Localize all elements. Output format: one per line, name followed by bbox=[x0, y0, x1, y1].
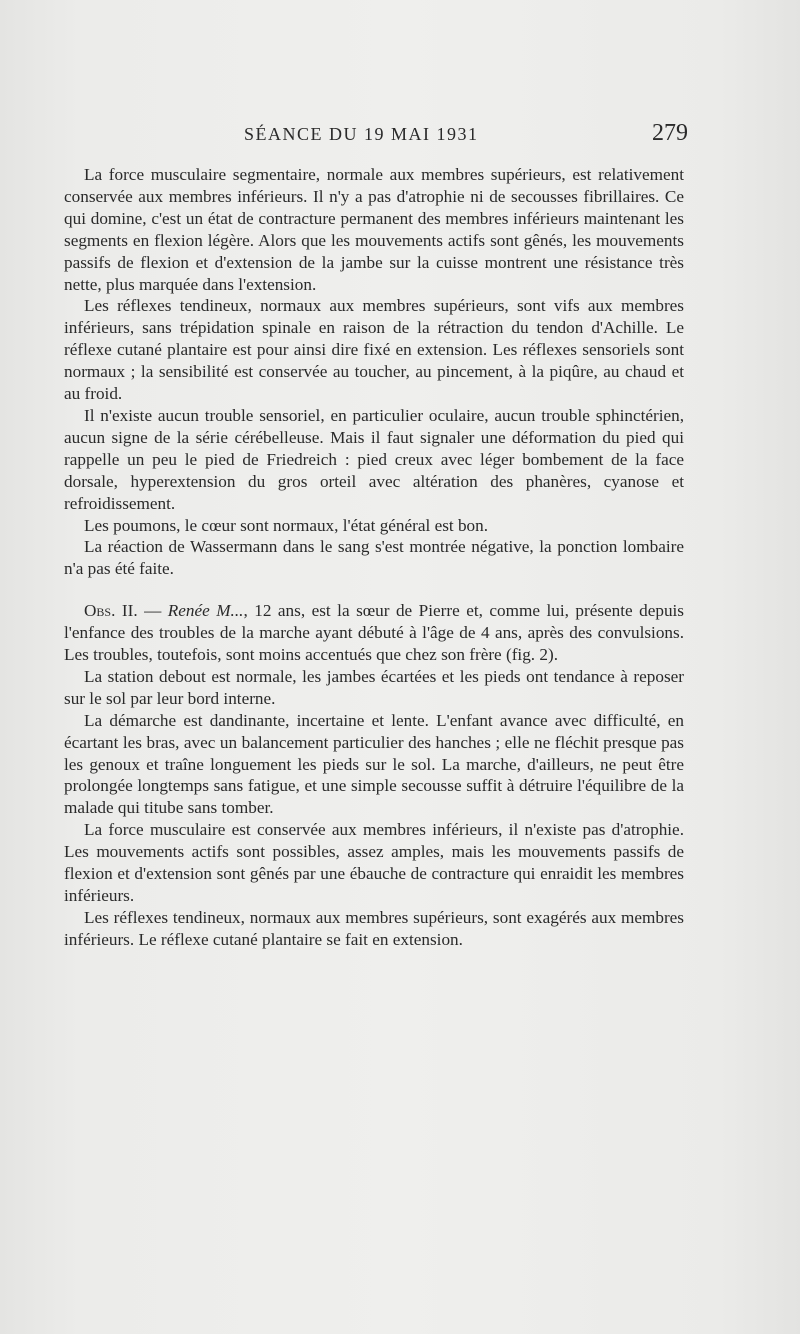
observation-dash: — bbox=[137, 601, 168, 621]
observation-first-text: , 12 ans, est la sœur de Pierre et, comme lui, présente depuis l'enfance des troubles de la marche ayant débuté à l'âge de 4 ans, après des convulsions. Les troubles, toutefois, sont moins accentués que chez son frère (fig. 2). bbox=[64, 601, 684, 665]
paragraph: Les réflexes tendineux, normaux aux membres supérieurs, sont exagérés aux membres inférieurs. Le réflexe cutané plantaire se fait en extension. bbox=[64, 907, 684, 949]
paragraph: Les poumons, le cœur sont normaux, l'état général est bon. bbox=[84, 515, 489, 535]
observation-intro bbox=[64, 600, 684, 666]
paragraph: Les réflexes tendineux, normaux aux membres supérieurs, sont vifs aux membres inférieurs, sans trépidation spinale en raison de la rétraction du tendon d'Achille. Le réflexe cutané plantaire est pour ainsi dire fixé en extension. Les réflexes sensoriels sont normaux ; la sensibilité est conservée au toucher, au pincement, à la piqûre, au chaud et au froid. bbox=[64, 296, 684, 404]
running-head: SÉANCE DU 19 MAI 1931 bbox=[244, 124, 479, 144]
paragraph: La démarche est dandinante, incertaine et lente. L'enfant avance avec difficulté, en écartant les bras, avec un balancement particulier des hanches ; elle ne fléchit presque pas les genoux et traîne longuement les pieds sur le sol. La marche, d'ailleurs, ne peut être prolongée longtemps sans fatigue, et une simple secousse suffit à détruire l'équilibre de la malade qui titube sans tomber. bbox=[64, 710, 684, 818]
patient-name: Renée M... bbox=[167, 601, 244, 621]
paragraph: La force musculaire segmentaire, normale aux membres supérieurs, est relativement conservée aux membres inférieurs. Il n'y a pas d'atrophie ni de secousses fibrillaires. Ce qui domine, c'est un état de contracture permanent des membres inférieurs maintenant les segments en flexion légère. Alors que les mouvements actifs sont gênés, les mouvements passifs de flexion et d'extension de la jambe sur la cuisse montrent une résistance très nette, plus marquée dans l'extension. bbox=[64, 165, 684, 294]
paragraph: La force musculaire est conservée aux membres inférieurs, il n'existe pas d'atrophie. Les mouvements actifs sont possibles, assez amples, mais les mouvements passifs de flexion et d'extension sont gênés par une ébauche de contracture qui enraidit les membres inférieurs. bbox=[64, 820, 684, 905]
observation-label: Obs. II. bbox=[84, 601, 138, 621]
page-number: 279 bbox=[652, 120, 688, 146]
body-text bbox=[64, 164, 684, 951]
paragraph: La réaction de Wassermann dans le sang s'est montrée négative, la ponction lombaire n'a pas été faite. bbox=[64, 537, 684, 579]
paragraph: La station debout est normale, les jambes écartées et les pieds ont tendance à reposer sur le sol par leur bord interne. bbox=[64, 666, 684, 708]
page-header bbox=[64, 120, 688, 150]
paragraph: Il n'existe aucun trouble sensoriel, en particulier oculaire, aucun trouble sphinctérien, aucun signe de la série cérébelleuse. Mais il faut signaler une déformation du pied qui rappelle un peu le pied de Friedreich : pied creux avec léger bombement de la face dorsale, hyperextension du gros orteil avec altération des phanères, cyanose et refroidissement. bbox=[64, 405, 684, 513]
